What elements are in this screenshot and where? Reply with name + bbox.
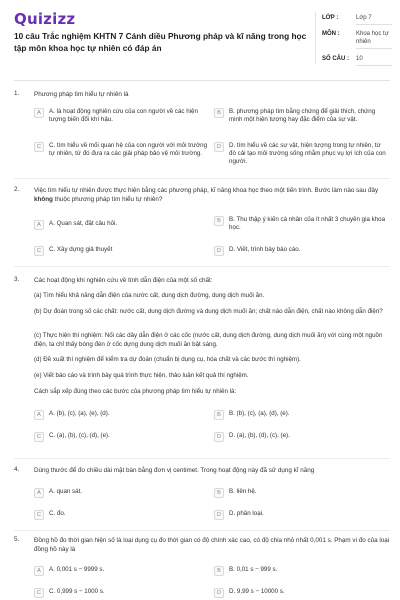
- question-text: Phương pháp tìm hiểu tự nhiên là: [34, 91, 129, 98]
- class-underline: [356, 24, 392, 25]
- question-1: [14, 90, 392, 170]
- option-text: C. (a), (b), (c), (d), (e).: [49, 432, 110, 439]
- option-text: A. Quan sát, đặt câu hỏi.: [49, 220, 118, 227]
- option-letter: A: [34, 220, 44, 230]
- question-3: [14, 276, 392, 456]
- question-text-part: thuộc phương pháp tìm hiểu tự nhiên?: [52, 196, 163, 203]
- option-letter: D: [214, 142, 224, 152]
- option-text: C. đo.: [49, 510, 66, 517]
- question-paragraph: (c) Thực hiện thí nghiệm: Nối các dây dẫn điện ở các cốc (nước cất, dung dịch đường, dung dịch muối ăn) với cùng một nguồn điện, ta chỉ thấy bóng đèn ở cốc dựng dung dịch muối ăn bật sáng.: [34, 332, 383, 348]
- option-text: C. Xây dựng giả thuyết: [49, 246, 113, 253]
- option-text: A. là hoạt động nghiên cứu của con người về các hiện tượng biến đổi khí hậu.: [49, 108, 198, 123]
- count-label: SỐ CÂU :: [322, 56, 349, 62]
- option-text: C. 0,999 s − 1000 s.: [49, 588, 105, 595]
- option-letter: B: [214, 216, 224, 226]
- option-letter: B: [214, 566, 224, 576]
- question-paragraph: Cách sắp xếp đúng theo các bước của phương pháp tìm hiểu tự nhiên là:: [34, 388, 237, 395]
- subject-value: Khoa học tự nhiên: [356, 31, 389, 45]
- option-text: B. (b), (c), (a), (d), (e).: [229, 410, 290, 417]
- option-text: C. tìm hiểu về mối quan hệ của con người với môi trường tự nhiên, từ đó đưa ra các giải pháp bảo vệ môi trường.: [49, 142, 208, 157]
- question-number: 3.: [14, 276, 20, 283]
- option-text: B. liên hệ.: [229, 488, 257, 495]
- question-number: 5.: [14, 536, 20, 543]
- question-text: Đồng hồ đo thời gian hiện số là loại dụng cụ đo thời gian có độ chính xác cao, có độ chia nhỏ nhất 0,001 s. Phạm vi đo của loại đồng hồ này là: [34, 537, 390, 553]
- option-letter: D: [214, 246, 224, 256]
- option-letter: D: [214, 432, 224, 442]
- option-text: D. Viết, trình bày báo cáo.: [229, 246, 301, 253]
- worksheet-title: 10 câu Trắc nghiệm KHTN 7 Cánh diều Phương pháp và kĩ năng trong học tập môn khoa học tự nhiên có đáp án: [14, 31, 307, 53]
- subject-label: MÔN :: [322, 31, 340, 37]
- class-value: Lớp 7: [356, 15, 372, 21]
- question-number: 2.: [14, 186, 20, 193]
- option-letter: C: [34, 588, 44, 598]
- option-letter: A: [34, 410, 44, 420]
- option-text: D. (a), (b), (d), (c), (e).: [229, 432, 290, 439]
- option-letter: B: [214, 488, 224, 498]
- option-text: D. tìm hiểu về các sự vật, hiện tượng trong tự nhiên, từ đó cải tạo môi trường sống nhằm phục vụ lợi ích của con người.: [229, 142, 386, 165]
- option-letter: A: [34, 566, 44, 576]
- option-text: D. phân loại.: [229, 510, 264, 517]
- meta-divider: [315, 12, 316, 64]
- class-label: LỚP :: [322, 15, 339, 21]
- question-text: Dùng thước để đo chiều dài mặt bàn bằng đơn vị centimet. Trong hoạt động này đã sử dụng kĩ năng: [34, 467, 315, 474]
- question-number: 4.: [14, 466, 20, 473]
- option-text: A. (b), (c), (a), (e), (d).: [49, 410, 110, 417]
- option-letter: B: [214, 108, 224, 118]
- option-letter: C: [34, 510, 44, 520]
- option-letter: D: [214, 588, 224, 598]
- worksheet-header: [0, 0, 400, 78]
- option-text: A. quan sát.: [49, 488, 83, 495]
- question-separator: [14, 266, 390, 267]
- subject-underline: [356, 48, 392, 49]
- question-number: 1.: [14, 90, 20, 97]
- question-4: [14, 466, 392, 528]
- count-underline: [356, 65, 392, 66]
- question-separator: [14, 530, 390, 531]
- quizizz-logo: Quizizz: [14, 10, 76, 28]
- question-emphasis: không: [34, 196, 53, 203]
- option-letter: C: [34, 142, 44, 152]
- question-separator: [14, 458, 390, 459]
- option-text: B. 0,01 s − 999 s.: [229, 566, 278, 573]
- option-letter: A: [34, 488, 44, 498]
- count-value: 10: [356, 56, 363, 62]
- question-text: [34, 186, 390, 204]
- option-letter: C: [34, 432, 44, 442]
- question-paragraph: (a) Tìm hiểu khả năng dẫn điện của nước cất, dung dịch đường, dung dịch muối ăn.: [34, 292, 265, 299]
- option-letter: B: [214, 410, 224, 420]
- option-letter: D: [214, 510, 224, 520]
- header-divider: [14, 80, 390, 81]
- option-text: D. 9,99 s − 10000 s.: [229, 588, 285, 595]
- question-separator: [14, 178, 390, 179]
- question-paragraph: (e) Viết báo cáo và trình bày quá trình thực hiện, thảo luận kết quả thí nghiệm.: [34, 372, 249, 379]
- option-letter: A: [34, 108, 44, 118]
- question-paragraph: (d) Đề xuất thí nghiệm để kiểm tra dự đoán (chuẩn bị dụng cụ, hóa chất và các bước thí nghiệm).: [34, 356, 301, 363]
- question-text-part: Việc tìm hiểu tự nhiên được thực hiện bằng các phương pháp, kĩ năng khoa học theo một tiến trình. Bước làm nào sau đây: [34, 187, 379, 194]
- question-text: Các hoạt động khi nghiên cứu về tính dẫn điện của một số chất:: [34, 277, 213, 284]
- question-2: [14, 186, 392, 258]
- question-paragraph: (b) Dự đoán trong số các chất: nước cất, dung dịch đường và dung dịch muối ăn; chất nào dẫn điện, chất nào không dẫn điện?: [34, 308, 383, 315]
- option-letter: C: [34, 246, 44, 256]
- option-text: A. 0,001 s − 9999 s.: [49, 566, 105, 573]
- option-text: B. Thu thập ý kiến cá nhân của ít nhất 3 chuyên gia khoa học.: [229, 216, 386, 231]
- option-text: B. phương pháp tìm bằng chứng để giải thích, chứng minh một hiện tượng hay đặc điểm của sự vật.: [229, 108, 376, 123]
- question-5: [14, 536, 392, 598]
